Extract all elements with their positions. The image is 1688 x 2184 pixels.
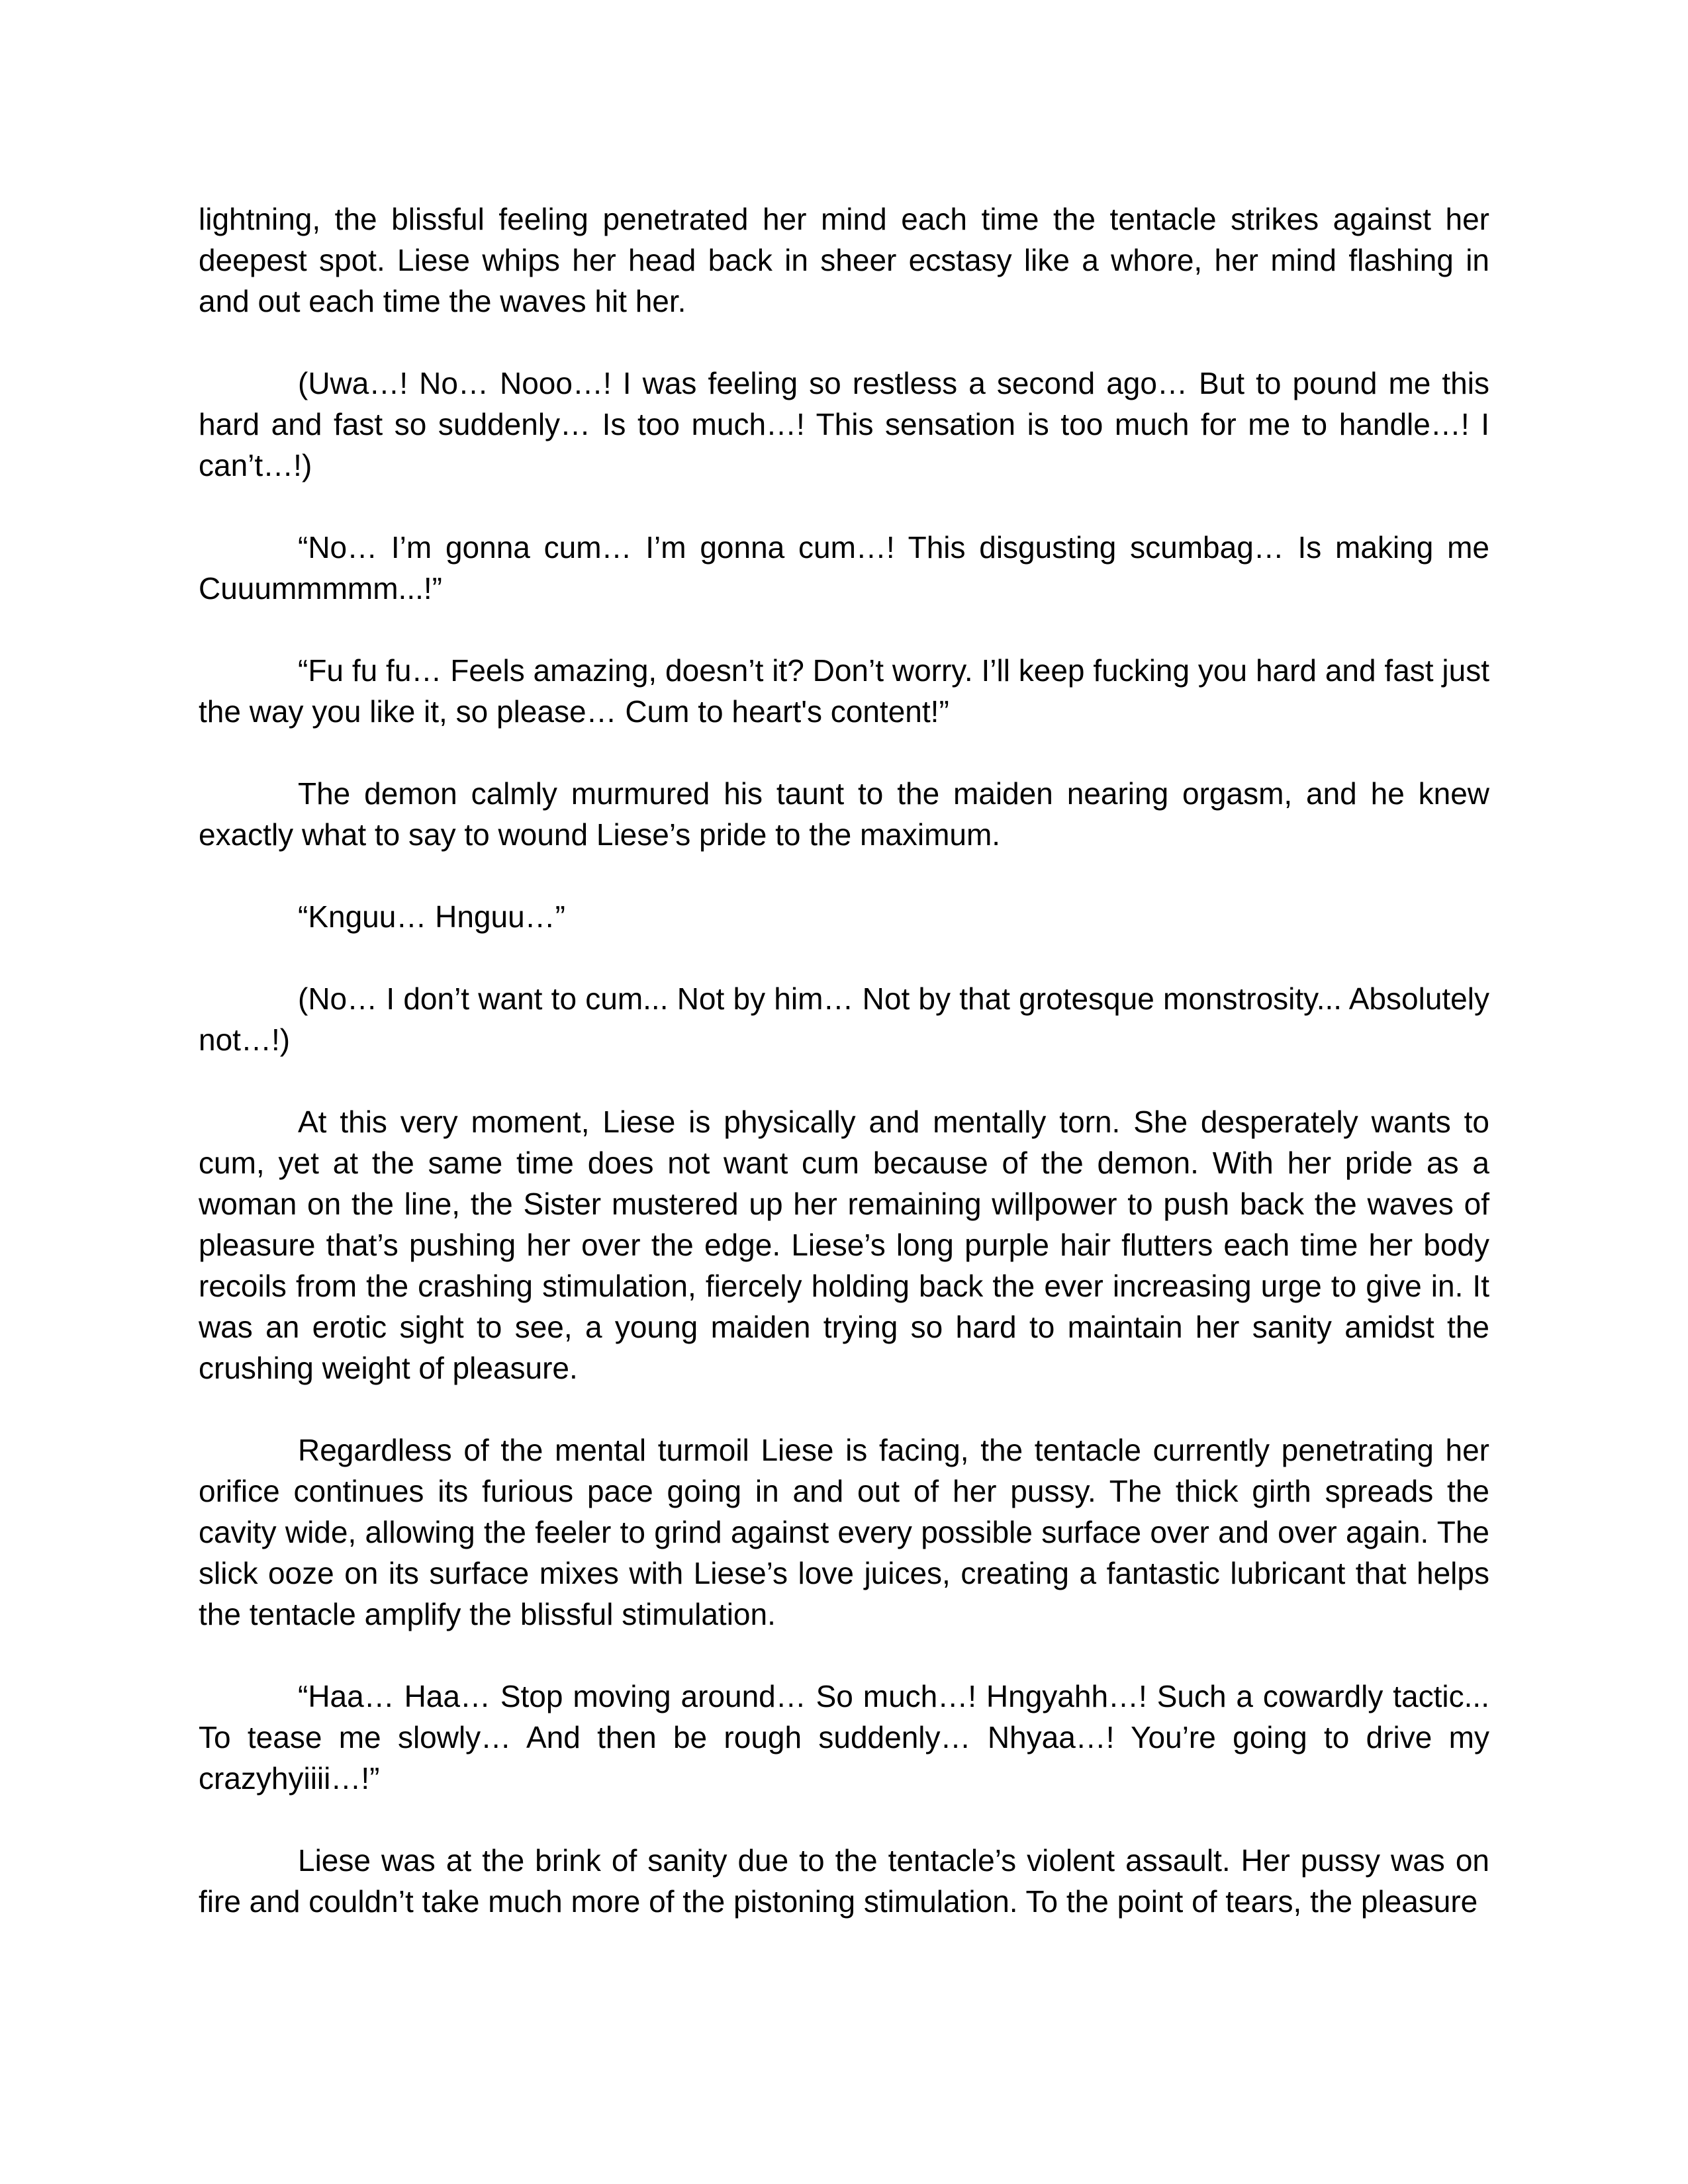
paragraph-3: “No… I’m gonna cum… I’m gonna cum…! This disgusting scumbag… Is making me Cuuummmmm...!” <box>199 530 1489 606</box>
paragraph-1: lightning, the blissful feeling penetrated her mind each time the tentacle strikes against her deepest spot. Liese whips her head back in sheer ecstasy like a whore, her mind flashing in and out each time the waves hit her. <box>199 202 1489 318</box>
paragraph-10: “Haa… Haa… Stop moving around… So much…! Hngyahh…! Such a cowardly tactic... To tease me slowly… And then be rough suddenly… Nhyaa…! You’re going to drive my crazyhyiiii…!” <box>199 1679 1489 1796</box>
paragraph-11: Liese was at the brink of sanity due to the tentacle’s violent assault. Her pussy was on fire and couldn’t take much more of the pistoning stimulation. To the point of tears, the pleasure <box>199 1843 1489 1919</box>
paragraph-9: Regardless of the mental turmoil Liese is facing, the tentacle currently penetrating her orifice continues its furious pace going in and out of her pussy. The thick girth spreads the cavity wide, allowing the feeler to grind against every possible surface over and over again. The slick ooze on its surface mixes with Liese’s love juices, creating a fantastic lubricant that helps the tentacle amplify the blissful stimulation. <box>199 1433 1489 1631</box>
paragraph-8: At this very moment, Liese is physically and mentally torn. She desperately wants to cum, yet at the same time does not want cum because of the demon. With her pride as a woman on the line, the Sister mustered up her remaining willpower to push back the waves of pleasure that’s pushing her over the edge. Liese’s long purple hair flutters each time her body recoils from the crashing stimulation, fiercely holding back the ever increasing urge to give in. It was an erotic sight to see, a young maiden trying so hard to maintain her sanity amidst the crushing weight of pleasure. <box>199 1105 1489 1385</box>
paragraph-4: “Fu fu fu… Feels amazing, doesn’t it? Don’t worry. I’ll keep fucking you hard and fast just the way you like it, so please… Cum to heart's content!” <box>199 653 1489 729</box>
paragraph-6: “Knguu… Hnguu…” <box>298 899 565 934</box>
paragraph-2: (Uwa…! No… Nooo…! I was feeling so restless a second ago… But to pound me this hard and fast so suddenly… Is too much…! This sensation is too much for me to handle…! I can’t…!) <box>199 366 1489 482</box>
paragraph-7: (No… I don’t want to cum... Not by him… Not by that grotesque monstrosity... Absolutely not…!) <box>199 981 1489 1057</box>
paragraph-5: The demon calmly murmured his taunt to the maiden nearing orgasm, and he knew exactly what to say to wound Liese’s pride to the maximum. <box>199 776 1489 852</box>
page-text-block <box>199 199 1489 1963</box>
